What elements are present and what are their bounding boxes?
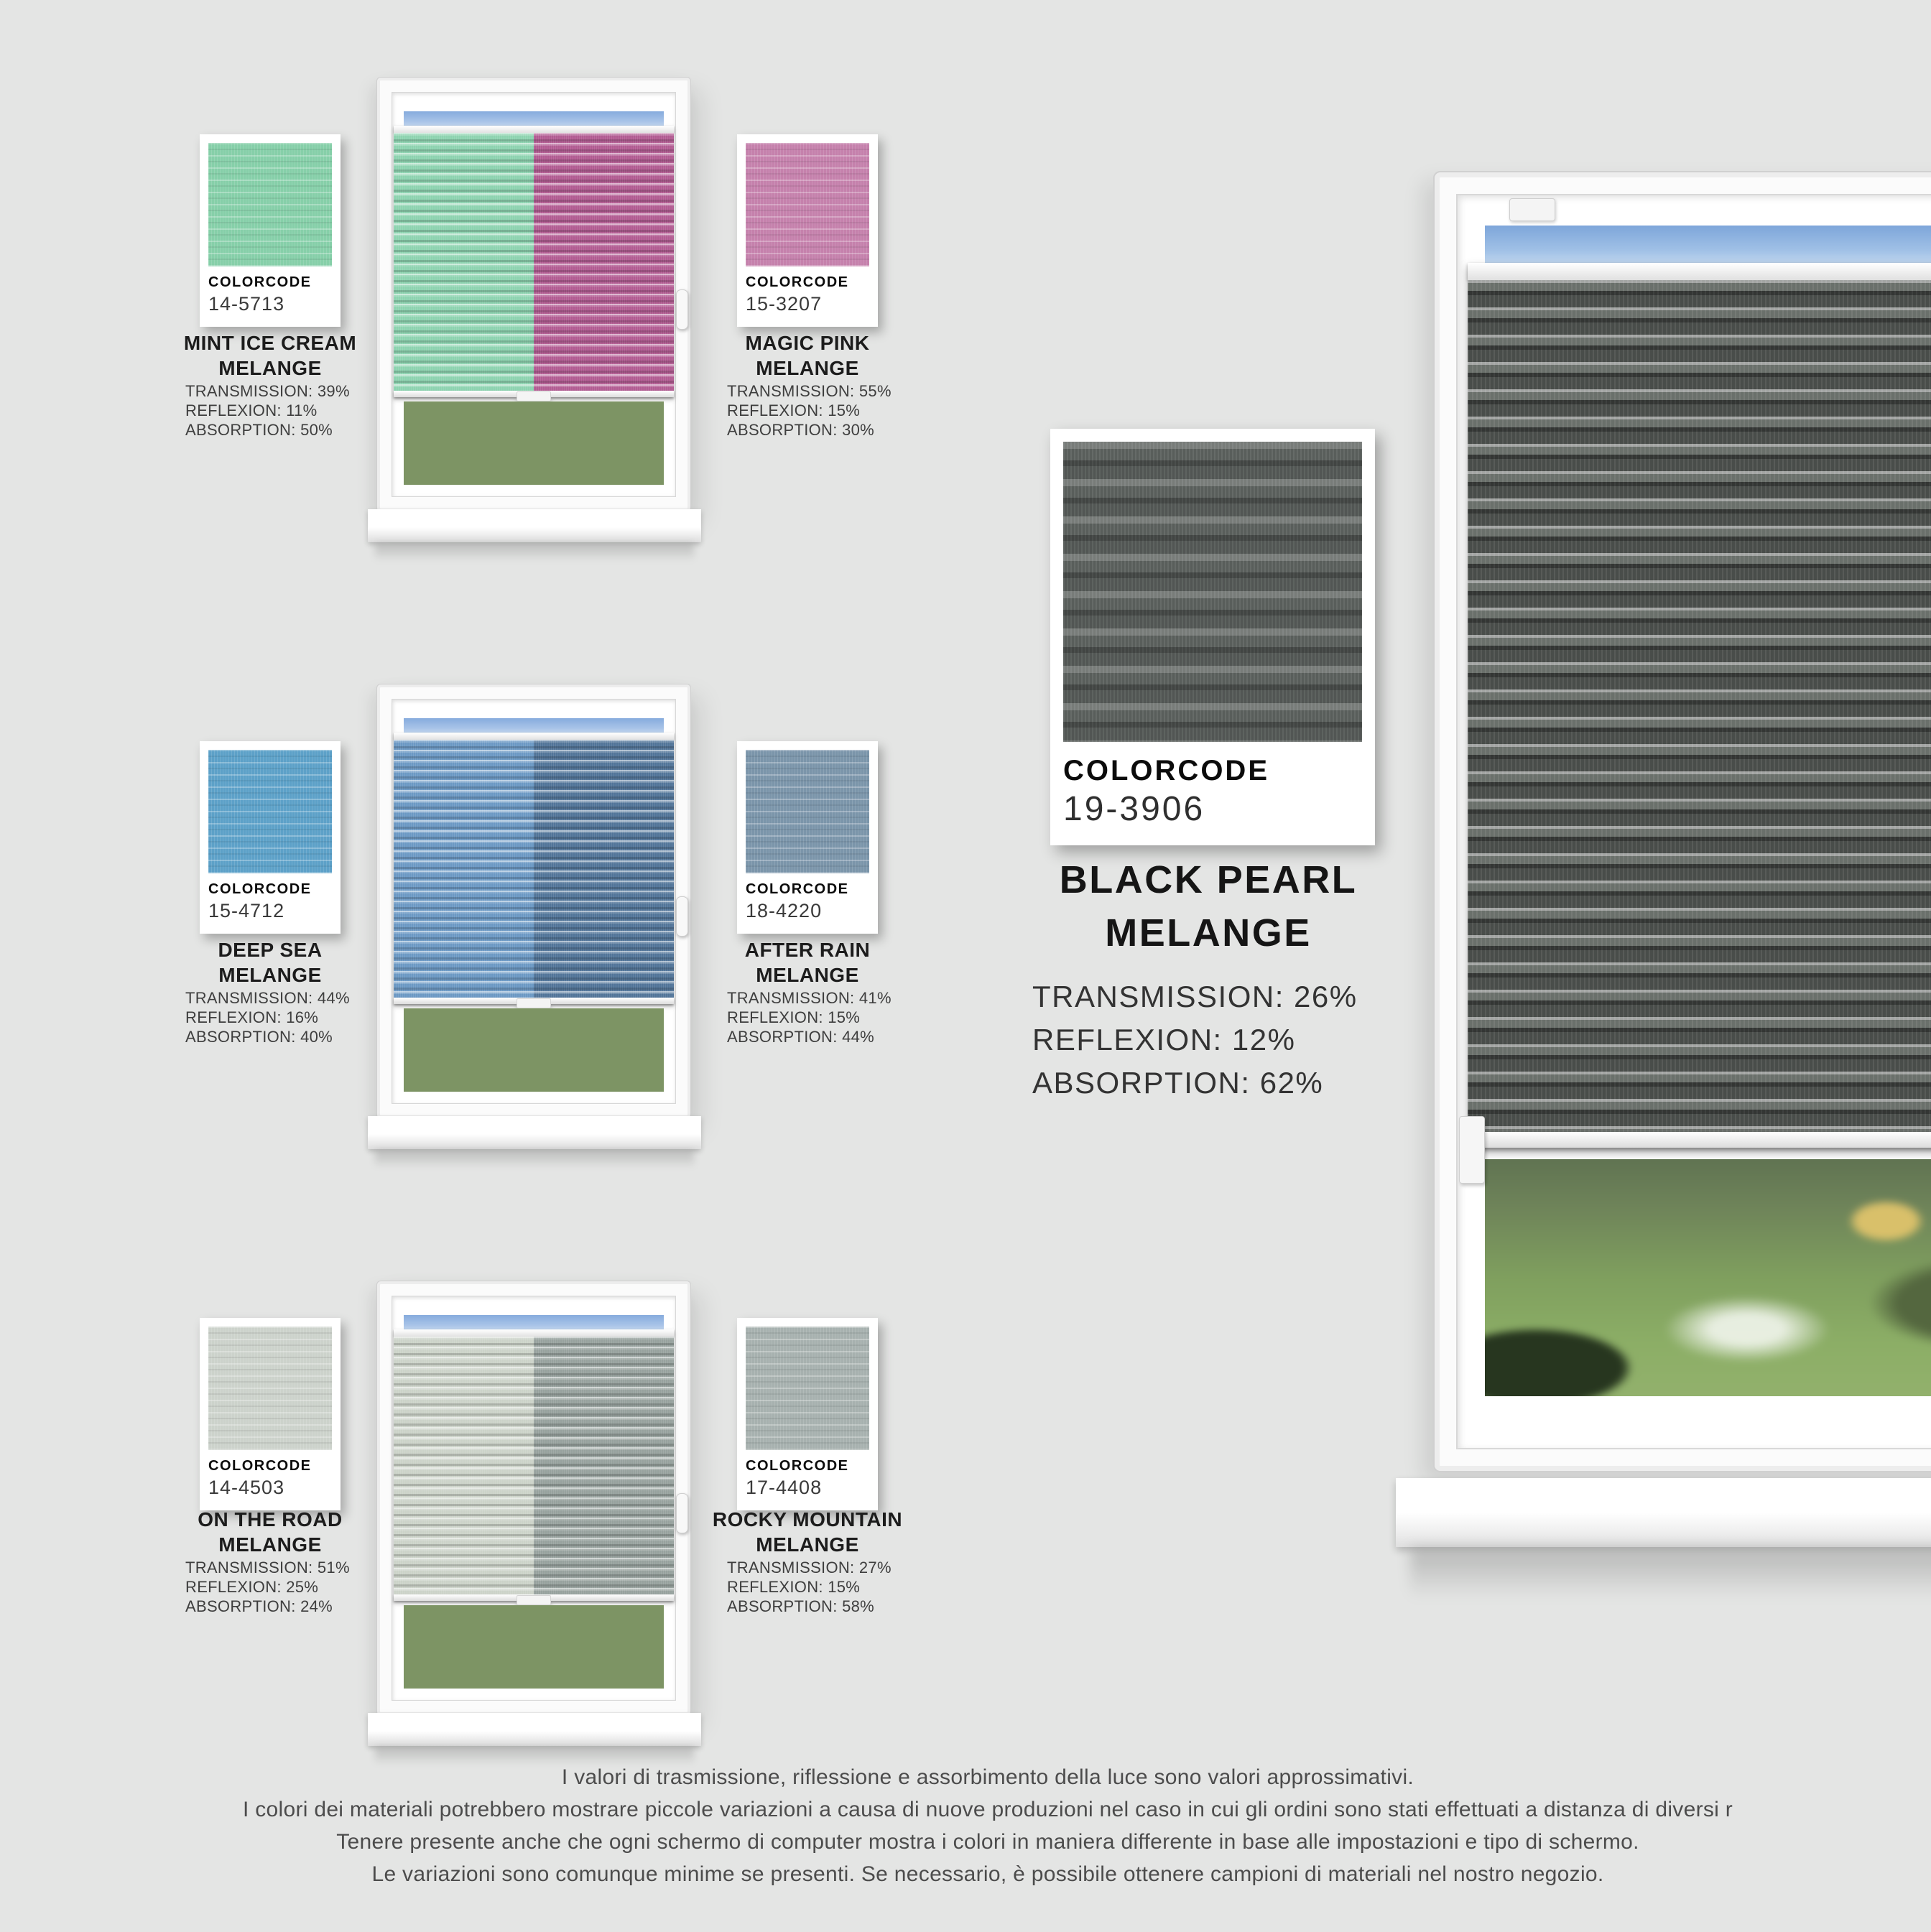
reflexion-value: REFLEXION: 25% <box>185 1578 319 1596</box>
colorcode-label: COLORCODE <box>208 1458 312 1474</box>
window-handle <box>676 896 688 937</box>
window-glass <box>1485 226 1931 1422</box>
windowsill <box>368 509 701 542</box>
blind-right-half <box>534 133 674 391</box>
landscape-scene <box>1485 1159 1931 1396</box>
window-glass <box>404 718 664 1092</box>
blind-left-half <box>394 740 534 998</box>
window-frame <box>376 1281 691 1716</box>
windowsill <box>368 1116 701 1149</box>
product-name-line1: MINT ICE CREAM <box>183 332 357 354</box>
absorption-value: ABSORPTION: 58% <box>727 1597 875 1615</box>
windowsill <box>368 1713 701 1746</box>
transmission-value: TRANSMISSION: 39% <box>185 382 350 400</box>
product-name-line1: MAGIC PINK <box>745 332 870 354</box>
landscape-scene <box>404 401 664 485</box>
fabric-swatch <box>208 750 332 873</box>
colorcode-label: COLORCODE <box>746 274 849 290</box>
window-frame <box>1433 171 1931 1472</box>
fabric-swatch <box>1063 442 1362 742</box>
colorcode-label: COLORCODE <box>746 881 849 897</box>
featured-product-properties <box>1032 975 1492 1105</box>
fabric-swatch <box>208 143 332 266</box>
absorption-value: ABSORPTION: 24% <box>185 1597 333 1615</box>
reflexion-value: REFLEXION: 12% <box>1032 1023 1296 1056</box>
colorcode-value: 15-3207 <box>746 293 823 315</box>
product-name <box>707 937 908 988</box>
swatch-card-deep-sea <box>200 741 341 934</box>
landscape-scene <box>404 1605 664 1689</box>
product-properties <box>185 988 386 1046</box>
landscape-scene <box>404 1008 664 1092</box>
landscape-view <box>404 401 664 485</box>
product-name <box>707 1507 908 1557</box>
window-preview <box>371 1281 698 1762</box>
disclaimer-line: Tenere presente anche che ogni schermo di computer mostra i colori in maniera differente in base alle impostazioni e tipo di schermo. <box>336 1830 1639 1854</box>
blind-pleats <box>1468 280 1931 1132</box>
featured-product-name <box>986 853 1431 960</box>
reflexion-value: REFLEXION: 15% <box>727 1578 861 1596</box>
window-sash <box>392 699 676 1104</box>
transmission-value: TRANSMISSION: 27% <box>727 1559 892 1576</box>
fabric-swatch <box>208 1327 332 1450</box>
swatch-card-rocky-mountain <box>737 1318 878 1510</box>
disclaimer <box>0 1761 1931 1890</box>
transmission-value: TRANSMISSION: 51% <box>185 1559 350 1576</box>
landscape-view <box>404 1605 664 1689</box>
product-name <box>170 937 371 988</box>
fabric-swatch <box>746 143 869 266</box>
fabric-swatch <box>746 750 869 873</box>
product-name-line1: BLACK PEARL <box>1059 858 1358 901</box>
reflexion-value: REFLEXION: 11% <box>185 401 318 419</box>
window-frame <box>376 77 691 512</box>
product-name <box>170 1507 371 1557</box>
window-latch <box>1459 1116 1485 1184</box>
blind-right-half <box>534 1337 674 1594</box>
absorption-value: ABSORPTION: 50% <box>185 421 333 439</box>
colorcode-value: 15-4712 <box>208 900 285 921</box>
blind-pleats <box>394 1337 674 1594</box>
blind-pleats <box>394 740 674 998</box>
window-preview <box>371 77 698 558</box>
product-properties <box>185 1558 386 1616</box>
absorption-value: ABSORPTION: 44% <box>727 1028 875 1046</box>
product-properties <box>727 1558 928 1616</box>
pleated-blind <box>394 733 674 1004</box>
colorcode-label: COLORCODE <box>208 881 312 897</box>
colorcode-value: 19-3906 <box>1063 790 1205 828</box>
reflexion-value: REFLEXION: 15% <box>727 401 861 419</box>
window-glass <box>404 1315 664 1689</box>
swatch-card-black-pearl <box>1050 429 1375 845</box>
window-preview <box>371 684 698 1165</box>
pleated-blind <box>1468 263 1931 1148</box>
product-name <box>170 330 371 381</box>
window-handle <box>676 289 688 330</box>
colorcode-label: COLORCODE <box>1063 755 1269 786</box>
product-name-line2: MELANGE <box>756 357 859 379</box>
product-name-line1: DEEP SEA <box>218 939 323 961</box>
transmission-value: TRANSMISSION: 26% <box>1032 980 1358 1013</box>
product-name-line1: AFTER RAIN <box>744 939 871 961</box>
featured-window-preview <box>1433 171 1931 1615</box>
landscape-view <box>1485 1159 1931 1396</box>
window-hinge <box>1509 198 1555 221</box>
blind-bottomrail <box>1468 1132 1931 1148</box>
product-name-line2: MELANGE <box>218 357 322 379</box>
transmission-value: TRANSMISSION: 55% <box>727 382 892 400</box>
colorcode-value: 14-4503 <box>208 1477 285 1498</box>
pleated-blind <box>394 126 674 397</box>
absorption-value: ABSORPTION: 40% <box>185 1028 333 1046</box>
product-name-line1: ON THE ROAD <box>198 1508 343 1531</box>
blind-headrail <box>1468 263 1931 280</box>
window-glass <box>404 111 664 485</box>
blind-pleats <box>394 133 674 391</box>
product-name-line2: MELANGE <box>756 964 859 986</box>
disclaimer-line: I colori dei materiali potrebbero mostrare piccole variazioni a causa di nuove produzioni nel caso in cui gli ordini sono stati effettuati a distanza di diversi r <box>242 1798 1733 1821</box>
blind-headrail <box>394 1329 674 1337</box>
product-name <box>707 330 908 381</box>
product-name-line1: ROCKY MOUNTAIN <box>712 1508 903 1531</box>
pleated-blind <box>394 1329 674 1601</box>
product-properties <box>727 381 928 440</box>
product-name-line2: MELANGE <box>218 964 322 986</box>
window-sash <box>392 92 676 497</box>
reflexion-value: REFLEXION: 15% <box>727 1008 861 1026</box>
product-properties <box>185 381 386 440</box>
disclaimer-line: I valori di trasmissione, riflessione e assorbimento della luce sono valori approssimativi. <box>561 1765 1414 1789</box>
blind-headrail <box>394 126 674 133</box>
swatch-card-mint-ice-cream <box>200 134 341 327</box>
blind-bottomrail <box>394 391 674 397</box>
window-frame <box>376 684 691 1119</box>
blind-right-half <box>534 740 674 998</box>
colorcode-value: 17-4408 <box>746 1477 823 1498</box>
swatch-card-magic-pink <box>737 134 878 327</box>
colorcode-label: COLORCODE <box>746 1458 849 1474</box>
landscape-view <box>404 1008 664 1092</box>
blind-bottomrail <box>394 998 674 1004</box>
product-name-line2: MELANGE <box>218 1533 322 1556</box>
window-handle <box>676 1493 688 1533</box>
windowsill <box>1396 1478 1931 1547</box>
blind-left-half <box>394 133 534 391</box>
absorption-value: ABSORPTION: 30% <box>727 421 875 439</box>
colorcode-value: 14-5713 <box>208 293 285 315</box>
transmission-value: TRANSMISSION: 41% <box>727 989 892 1007</box>
product-name-line2: MELANGE <box>1105 911 1312 955</box>
blind-bottomrail <box>394 1594 674 1601</box>
reflexion-value: REFLEXION: 16% <box>185 1008 319 1026</box>
colorcode-label: COLORCODE <box>208 274 312 290</box>
swatch-card-on-the-road <box>200 1318 341 1510</box>
transmission-value: TRANSMISSION: 44% <box>185 989 350 1007</box>
product-properties <box>727 988 928 1046</box>
absorption-value: ABSORPTION: 62% <box>1032 1066 1324 1100</box>
product-name-line2: MELANGE <box>756 1533 859 1556</box>
colorcode-value: 18-4220 <box>746 900 823 921</box>
blind-left-half <box>394 1337 534 1594</box>
window-sash <box>1456 194 1931 1449</box>
swatch-card-after-rain <box>737 741 878 934</box>
disclaimer-line: Le variazioni sono comunque minime se presenti. Se necessario, è possibile ottenere campioni di materiali nel nostro negozio. <box>371 1862 1604 1886</box>
blind-headrail <box>394 733 674 740</box>
fabric-swatch <box>746 1327 869 1450</box>
window-sash <box>392 1296 676 1701</box>
